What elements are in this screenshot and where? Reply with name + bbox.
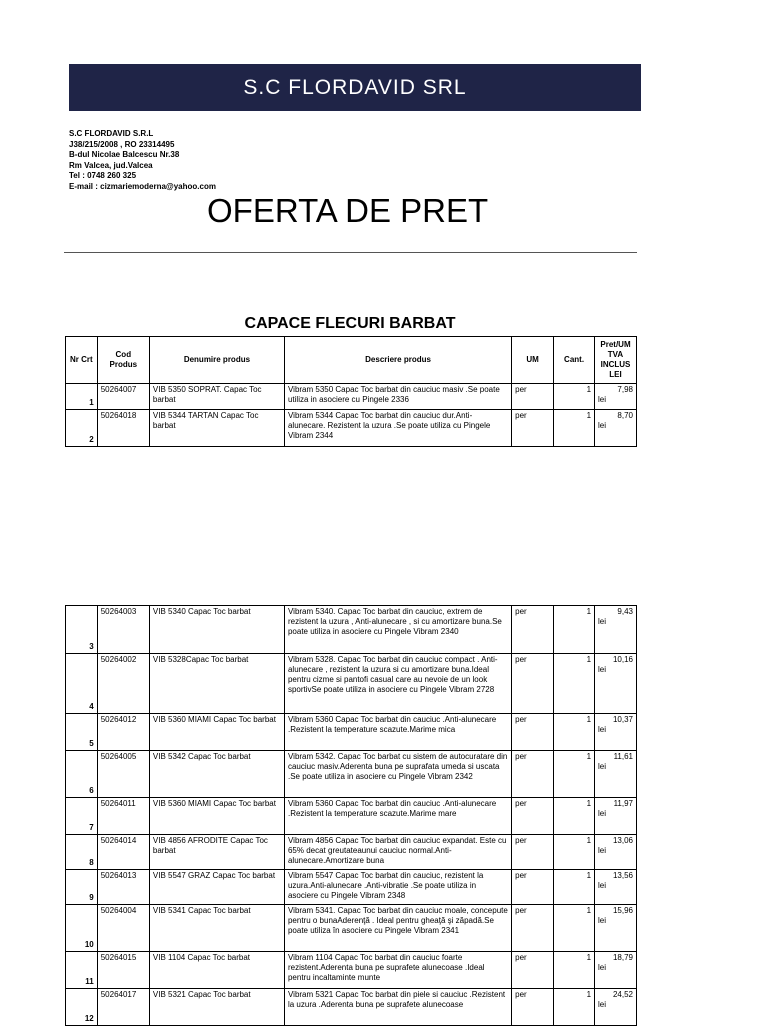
row-cant: 1: [554, 870, 595, 905]
row-cod: 50264004: [97, 905, 149, 952]
row-pret: [595, 654, 637, 714]
table-row: [66, 384, 637, 410]
row-nr: 12: [66, 989, 98, 1026]
row-cant: 1: [554, 384, 595, 410]
row-descriere: Vibram 5547 Capac Toc barbat din cauciuc, rezistent la uzura.Anti-alunecare .Anti-vibratie .Se poate utiliza in asociere cu Pingele Vibram 2348: [284, 870, 511, 905]
currency-label: lei: [598, 762, 607, 771]
header-nr: Nr Crt: [66, 337, 98, 384]
row-um: per: [512, 606, 554, 654]
row-cant: 1: [554, 714, 595, 751]
price-value: 10,37: [612, 715, 633, 724]
row-nr: 10: [66, 905, 98, 952]
row-cant: 1: [554, 905, 595, 952]
row-um: per: [512, 751, 554, 798]
row-descriere: Vibram 5350 Capac Toc barbat din cauciuc masiv .Se poate utiliza in asociere cu Pingele 2336: [284, 384, 511, 410]
row-cod: 50264003: [97, 606, 149, 654]
table-row: [66, 714, 637, 751]
banner-title: S.C FLORDAVID SRL: [243, 75, 467, 99]
row-um: per: [512, 714, 554, 751]
company-address: B-dul Nicolae Balcescu Nr.38: [69, 150, 180, 160]
row-nr: 4: [66, 654, 98, 714]
row-cod: 50264005: [97, 751, 149, 798]
row-cod: 50264015: [97, 952, 149, 989]
row-cant: 1: [554, 835, 595, 870]
row-nr: 6: [66, 751, 98, 798]
row-pret: [595, 952, 637, 989]
price-table-page2: [65, 605, 637, 1026]
table-row: [66, 654, 637, 714]
currency-label: lei: [598, 421, 607, 430]
row-denumire: VIB 5350 SOPRAT. Capac Toc barbat: [149, 384, 284, 410]
price-value: 13,06: [612, 836, 633, 845]
row-nr: 11: [66, 952, 98, 989]
company-registration: J38/215/2008 , RO 23314495: [69, 139, 175, 149]
price-value: 10,16: [612, 655, 633, 664]
row-cant: 1: [554, 798, 595, 835]
row-cant: 1: [554, 410, 595, 447]
row-um: per: [512, 905, 554, 952]
table-row: [66, 410, 637, 447]
row-um: per: [512, 989, 554, 1026]
row-pret: [595, 835, 637, 870]
row-nr: 5: [66, 714, 98, 751]
table-row: [66, 751, 637, 798]
row-cod: 50264011: [97, 798, 149, 835]
row-cod: 50264014: [97, 835, 149, 870]
currency-label: lei: [598, 916, 607, 925]
currency-label: lei: [598, 809, 607, 818]
row-cant: 1: [554, 606, 595, 654]
row-descriere: Vibram 5328. Capac Toc barbat din cauciuc compact . Anti-alunecare , rezistent la uzura si cu amortizare buna.Ideal pentru cizme si pantofi casual care au nevoie de un look sportivSe poate utiliza in asociere cu Pingele Vibram 2728: [284, 654, 511, 714]
row-pret: [595, 989, 637, 1026]
header-cant: Cant.: [554, 337, 595, 384]
row-nr: 2: [66, 410, 98, 447]
row-denumire: VIB 5342 Capac Toc barbat: [149, 751, 284, 798]
row-cant: 1: [554, 751, 595, 798]
row-descriere: Vibram 5341. Capac Toc barbat din cauciuc moale, concepute pentru o bunaAderenţă . Ideal pentru gheaţă şi zăpadă.Se poate utiliza în asociere cu Pingele Vibram 2341: [284, 905, 511, 952]
price-value: 24,52: [612, 990, 633, 999]
header-denumire: Denumire produs: [149, 337, 284, 384]
price-value: 7,98: [617, 385, 633, 394]
row-cant: 1: [554, 989, 595, 1026]
price-value: 11,97: [613, 799, 633, 808]
company-name: S.C FLORDAVID S.R.L: [69, 129, 154, 138]
row-pret: [595, 384, 637, 410]
currency-label: lei: [598, 1000, 607, 1009]
section-title: CAPACE FLECURI BARBAT: [244, 315, 456, 332]
company-email: E-mail : cizmariemoderna@yahoo.com: [69, 181, 216, 191]
row-nr: 3: [66, 606, 98, 654]
company-city: Rm Valcea, jud.Valcea: [69, 160, 153, 170]
row-cant: 1: [554, 654, 595, 714]
currency-label: lei: [598, 963, 607, 972]
price-table-page1: [65, 336, 637, 447]
header-cod: Cod Produs: [97, 337, 149, 384]
row-pret: [595, 751, 637, 798]
row-denumire: VIB 5340 Capac Toc barbat: [149, 606, 284, 654]
currency-label: lei: [598, 395, 607, 404]
currency-label: lei: [598, 881, 607, 890]
currency-label: lei: [598, 665, 607, 674]
table-row: [66, 606, 637, 654]
document-title: OFERTA DE PRET: [207, 192, 489, 229]
currency-label: lei: [598, 725, 607, 734]
row-denumire: VIB 5360 MIAMI Capac Toc barbat: [149, 798, 284, 835]
row-denumire: VIB 5341 Capac Toc barbat: [149, 905, 284, 952]
row-pret: [595, 798, 637, 835]
row-cod: 50264007: [97, 384, 149, 410]
row-descriere: Vibram 5344 Capac Toc barbat din cauciuc dur.Anti-alunecare. Rezistent la uzura .Se poate utiliza cu Pingele Vibram 2344: [284, 410, 511, 447]
row-pret: [595, 905, 637, 952]
row-um: per: [512, 384, 554, 410]
row-nr: 8: [66, 835, 98, 870]
price-value: 18,79: [612, 953, 633, 962]
row-um: per: [512, 654, 554, 714]
company-phone: Tel : 0748 260 325: [69, 171, 137, 181]
row-descriere: Vibram 4856 Capac Toc barbat din cauciuc expandat. Este cu 65% decat greutateaunui cauciuc normal.Anti-alunecare.Amortizare buna: [284, 835, 511, 870]
row-um: per: [512, 870, 554, 905]
price-value: 11,61: [613, 752, 633, 761]
row-descriere: Vibram 1104 Capac Toc barbat din cauciuc foarte rezistent.Aderenta buna pe suprafete alunecoase .Ideal pentru incaltaminte munte: [284, 952, 511, 989]
header-banner: [69, 64, 641, 111]
table-row: [66, 989, 637, 1026]
price-value: 8,70: [617, 411, 633, 420]
row-descriere: Vibram 5360 Capac Toc barbat din cauciuc .Anti-alunecare .Rezistent la temperature scazute.Marime mica: [284, 714, 511, 751]
row-descriere: Vibram 5321 Capac Toc barbat din piele si cauciuc .Rezistent la uzura .Aderenta buna pe suprafete alunecoase: [284, 989, 511, 1026]
currency-label: lei: [598, 846, 607, 855]
row-um: per: [512, 410, 554, 447]
table-row: [66, 835, 637, 870]
row-cod: 50264017: [97, 989, 149, 1026]
row-pret: [595, 714, 637, 751]
row-nr: 7: [66, 798, 98, 835]
row-um: per: [512, 952, 554, 989]
row-cod: 50264013: [97, 870, 149, 905]
row-cant: 1: [554, 952, 595, 989]
row-denumire: VIB 5328Capac Toc barbat: [149, 654, 284, 714]
row-cod: 50264002: [97, 654, 149, 714]
price-value: 13,56: [612, 871, 633, 880]
header-descriere: Descriere produs: [284, 337, 511, 384]
currency-label: lei: [598, 617, 607, 626]
header-pret: Pret/UM TVA INCLUS LEI: [595, 337, 637, 384]
row-pret: [595, 870, 637, 905]
row-descriere: Vibram 5340. Capac Toc barbat din cauciuc, extrem de rezistent la uzura , Anti-alunecare , si cu amortizare buna.Se poate utiliza in asociere cu Pingele Vibram 2340: [284, 606, 511, 654]
row-denumire: VIB 4856 AFRODITE Capac Toc barbat: [149, 835, 284, 870]
row-nr: 1: [66, 384, 98, 410]
row-denumire: VIB 5321 Capac Toc barbat: [149, 989, 284, 1026]
row-pret: [595, 410, 637, 447]
row-descriere: Vibram 5360 Capac Toc barbat din cauciuc .Anti-alunecare .Rezistent la temperature scazute.Marime mare: [284, 798, 511, 835]
header-um: UM: [512, 337, 554, 384]
row-denumire: VIB 5344 TARTAN Capac Toc barbat: [149, 410, 284, 447]
price-value: 9,43: [617, 607, 633, 616]
row-um: per: [512, 835, 554, 870]
table-row: [66, 905, 637, 952]
price-value: 15,96: [612, 906, 633, 915]
row-denumire: VIB 1104 Capac Toc barbat: [149, 952, 284, 989]
row-cod: 50264012: [97, 714, 149, 751]
row-denumire: VIB 5547 GRAZ Capac Toc barbat: [149, 870, 284, 905]
row-pret: [595, 606, 637, 654]
table-row: [66, 798, 637, 835]
row-cod: 50264018: [97, 410, 149, 447]
table-row: [66, 952, 637, 989]
row-descriere: Vibram 5342. Capac Toc barbat cu sistem de autocuratare din cauciuc masiv.Aderenta buna pe suprafata umeda si uscata .Se poate utiliza in asociere cu Pingele Vibram 2342: [284, 751, 511, 798]
row-nr: 9: [66, 870, 98, 905]
divider: [64, 252, 637, 253]
table-row: [66, 870, 637, 905]
row-denumire: VIB 5360 MIAMI Capac Toc barbat: [149, 714, 284, 751]
row-um: per: [512, 798, 554, 835]
company-details: [69, 129, 216, 193]
